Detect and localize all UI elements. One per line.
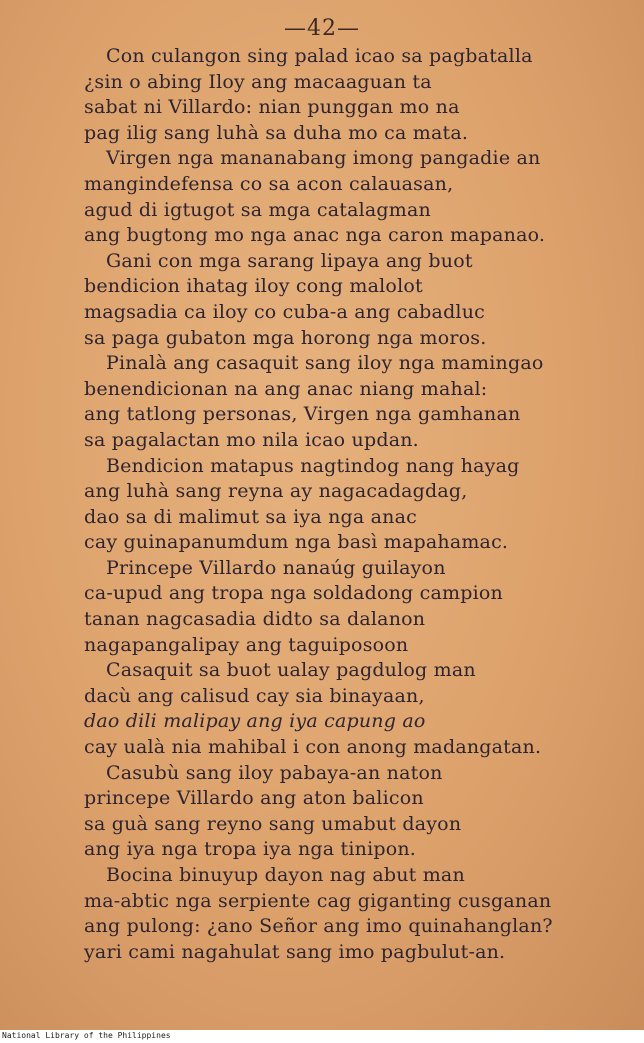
- poem-line: ang luhà sang reyna ay nagacadagdag,: [84, 480, 468, 503]
- poem-line: ang bugtong mo nga anac nga caron mapanao.: [84, 224, 546, 247]
- poem-line: Con culangon sing palad icao sa pagbatalla: [106, 45, 533, 67]
- poem-line: ang tatlong personas, Virgen nga gamhanan: [84, 403, 521, 426]
- poem-line: ang iya nga tropa iya nga tinipon.: [84, 838, 417, 861]
- poem-line: pag ilig sang luhà sa duha mo ca mata.: [84, 121, 469, 144]
- poem-line: mangindefensa co sa acon calauasan,: [84, 172, 454, 195]
- poem-line: Gani con mga sarang lipaya ang buot: [106, 249, 473, 272]
- poem-line: agud di igtugot sa mga catalagman: [84, 198, 431, 221]
- poem-line: dacù ang calisud cay sia binayaan,: [84, 684, 425, 707]
- poem-line: Casaquit sa buot ualay pagdulog man: [106, 659, 476, 682]
- poem-body: [84, 44, 624, 965]
- poem-line: Princepe Villardo nanaúg guilayon: [106, 556, 446, 579]
- poem-line: Bendicion matapus nagtindog nang hayag: [106, 454, 520, 477]
- poem-line: Pinalà ang casaquit sang iloy nga mamingao: [106, 352, 544, 375]
- poem-line: cay guinapanumdum nga basì mapahamac.: [84, 531, 509, 554]
- stanza-9: [84, 863, 624, 965]
- poem-line: ca-upud ang tropa nga soldadong campion: [84, 582, 503, 605]
- poem-line: magsadia ca iloy co cuba-a ang cabadluc: [84, 300, 485, 323]
- stanza-6: [84, 556, 624, 658]
- poem-line: dao dili malipay ang iya capung ao: [84, 710, 426, 733]
- poem-line: sa guà sang reyno sang umabut dayon: [84, 812, 462, 835]
- poem-line: sa paga gubaton mga horong nga moros.: [84, 326, 487, 349]
- poem-line: bendicion ihatag iloy cong malolot: [84, 275, 423, 298]
- poem-line: sa pagalactan mo nila icao updan.: [84, 428, 419, 451]
- poem-line: nagapangalipay ang taguiposoon: [84, 633, 409, 656]
- poem-line: ma-abtic nga serpiente cag giganting cusganan: [84, 889, 552, 912]
- stanza-4: [84, 351, 624, 453]
- poem-line: yari cami nagahulat sang imo pagbulut-an.: [84, 940, 506, 963]
- stanza-1: [84, 44, 624, 146]
- poem-line: ang pulong: ¿ano Señor ang imo quinahanglan?: [84, 915, 553, 938]
- poem-line: ¿sin o abing Iloy ang macaaguan ta: [84, 70, 432, 93]
- footer-strip: [0, 1030, 644, 1043]
- stanza-3: [84, 249, 624, 351]
- poem-line: benendicionan na ang anac niang mahal:: [84, 377, 488, 400]
- poem-line: cay ualà nia mahibal i con anong madangatan.: [84, 736, 542, 759]
- poem-line: Virgen nga mananabang imong pangadie an: [106, 147, 541, 170]
- poem-line: Bocina binuyup dayon nag abut man: [106, 864, 465, 886]
- poem-line: Casubù sang iloy pabaya-an naton: [106, 761, 443, 784]
- stanza-2: [84, 146, 624, 248]
- stanza-5: [84, 454, 624, 556]
- stanza-7: [84, 658, 624, 760]
- page-number: —42—: [284, 16, 360, 41]
- stanza-8: [84, 761, 624, 863]
- poem-line: tanan nagcasadia didto sa dalanon: [84, 608, 426, 631]
- poem-line: dao sa di malimut sa iya nga anac: [84, 505, 417, 528]
- poem-line: princepe Villardo ang aton balicon: [84, 787, 424, 810]
- poem-line: sabat ni Villardo: nian punggan mo na: [84, 96, 460, 119]
- footer-credit: National Library of the Philippines: [2, 1031, 171, 1040]
